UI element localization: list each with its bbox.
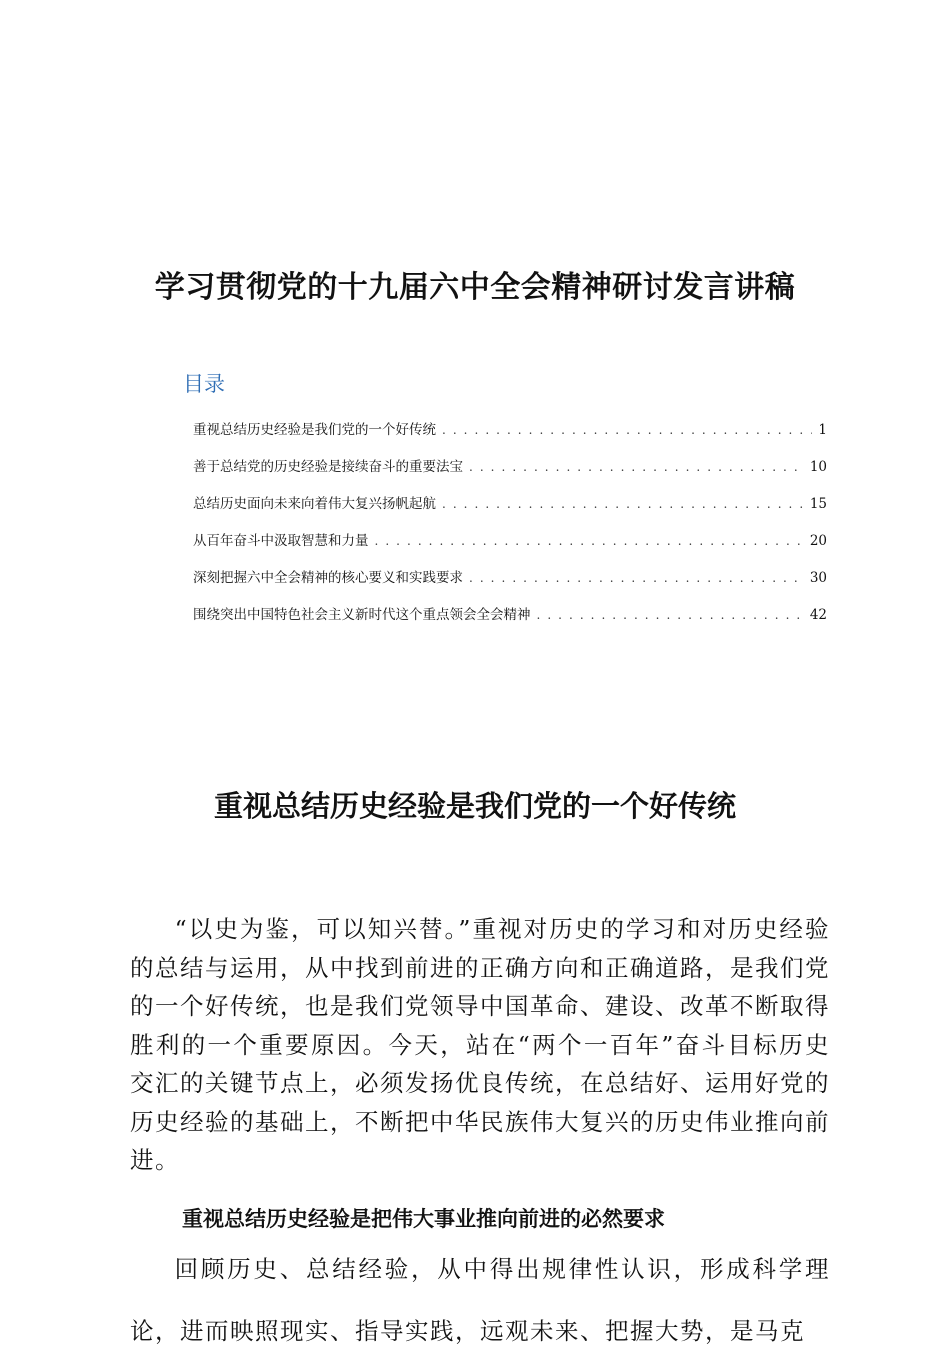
table-of-contents xyxy=(193,418,827,640)
body-paragraph-1: “以史为鉴，可以知兴替。”重视对历史的学习和对历史经验的总结与运用，从中找到前进的正确方向和正确道路，是我们党的一个好传统，也是我们党领导中国革命、建设、改革不断取得胜利的一个重要原因。今天，站在“两个一百年”奋斗目标历史交汇的关键节点上，必须发扬优良传统，在总结好、运用好党的历史经验的基础上，不断把中华民族伟大复兴的历史伟业推向前进。 xyxy=(130,915,830,1174)
toc-item-6[interactable] xyxy=(193,603,827,640)
toc-item-page: 30 xyxy=(809,570,827,586)
toc-item-5[interactable] xyxy=(193,566,827,603)
toc-leader-dots xyxy=(469,571,804,585)
toc-item-text: 总结历史面向未来向着伟大复兴扬帆起航 xyxy=(193,496,436,512)
toc-item-text: 围绕突出中国特色社会主义新时代这个重点领会全会精神 xyxy=(193,607,531,623)
toc-item-text: 从百年奋斗中汲取智慧和力量 xyxy=(193,533,369,549)
toc-item-2[interactable] xyxy=(193,455,827,492)
toc-leader-dots xyxy=(537,608,804,622)
toc-leader-dots xyxy=(442,497,804,511)
toc-item-page: 10 xyxy=(809,459,827,475)
toc-leader-dots xyxy=(375,534,804,548)
section-title: 重视总结历史经验是我们党的一个好传统 xyxy=(213,789,736,823)
toc-item-page: 20 xyxy=(809,533,827,549)
toc-item-text: 善于总结党的历史经验是接续奋斗的重要法宝 xyxy=(193,459,463,475)
toc-item-4[interactable] xyxy=(193,529,827,566)
body-paragraph-2: 回顾历史、总结经验，从中得出规律性认识，形成科学理论，进而映照现实、指导实践，远观未来、把握大势，是马克 xyxy=(130,1255,830,1345)
toc-item-text: 重视总结历史经验是我们党的一个好传统 xyxy=(193,422,436,438)
toc-item-1[interactable] xyxy=(193,418,827,455)
toc-heading: 目录 xyxy=(183,372,225,396)
toc-leader-dots xyxy=(442,423,812,437)
toc-item-page: 1 xyxy=(818,422,827,438)
toc-leader-dots xyxy=(469,460,804,474)
sub-heading: 重视总结历史经验是把伟大事业推向前进的必然要求 xyxy=(182,1207,665,1231)
document-title: 学习贯彻党的十九届六中全会精神研讨发言讲稿 xyxy=(154,270,796,305)
toc-item-page: 15 xyxy=(809,496,827,512)
toc-item-3[interactable] xyxy=(193,492,827,529)
toc-item-text: 深刻把握六中全会精神的核心要义和实践要求 xyxy=(193,570,463,586)
toc-item-page: 42 xyxy=(809,607,827,623)
